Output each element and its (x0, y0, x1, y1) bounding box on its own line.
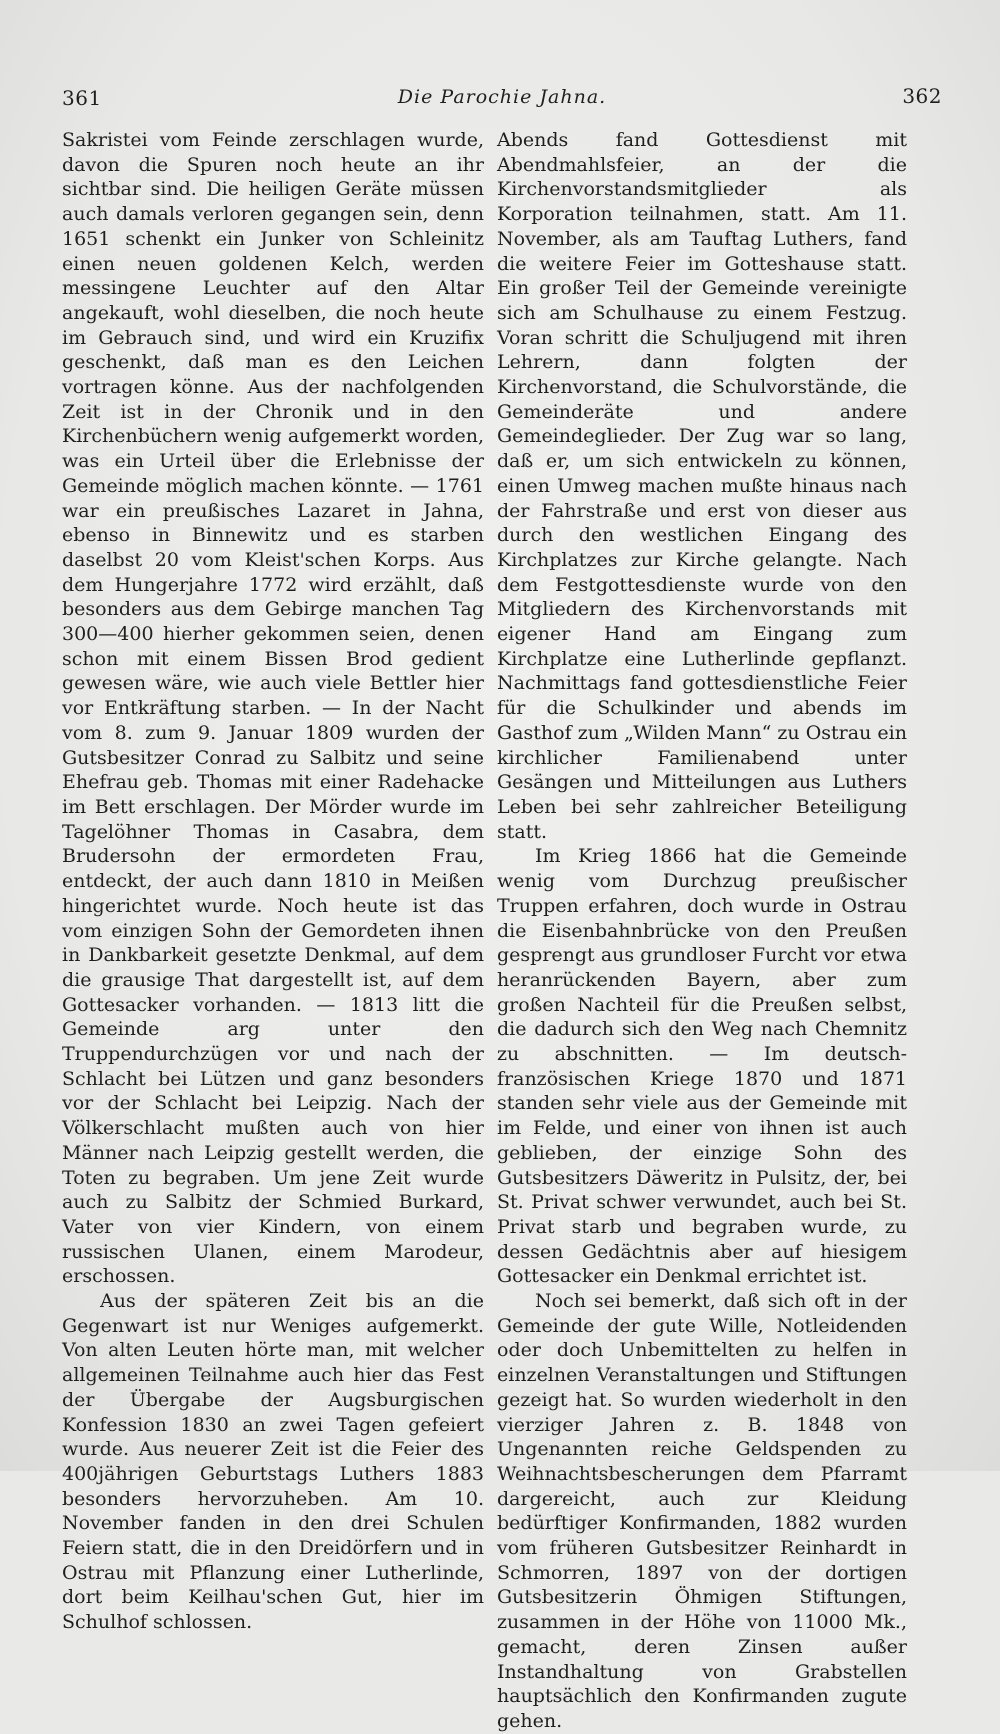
left-column (62, 128, 484, 1635)
left-paragraph-2: Aus der späteren Zeit bis an die Gegenwart ist nur Weniges aufgemerkt. Von alten Leuten hörte man, mit welcher allgemeinen Teilnahme auch hier das Fest der Übergabe der Augsburgischen Konfession 1830 an zwei Tagen gefeiert wurde. Aus neuerer Zeit ist die Feier des 400jährigen Geburtstags Luthers 1883 besonders hervorzuheben. Am 10. November fanden in den drei Schulen Feiern statt, die in den Dreidörfern und in Ostrau mit Pflanzung einer Lutherlinde, dort beim Keilhau'schen Gut, hier im Schulhof schlossen. (62, 1290, 484, 1634)
running-title: Die Parochie Jahna. (397, 86, 607, 108)
right-paragraph-1: Abends fand Gottesdienst mit Abendmahlsfeier, an der die Kirchenvorstandsmitglieder als Korporation teilnahmen, statt. Am 11. November, als am Tauftag Luthers, fand die weitere Feier im Gotteshause statt. Ein großer Teil der Gemeinde vereinigte sich am Schulhause zu einem Festzug. Voran schritt die Schuljugend mit ihren Lehrern, dann folgten der Kirchenvorstand, die Schulvorstände, die Gemeinderäte und andere Gemeindeglieder. Der Zug war so lang, daß er, um sich entwickeln zu können, einen Umweg machen mußte hinaus nach der Fahrstraße und erst von dieser aus durch den westlichen Eingang des Kirchplatzes zur Kirche gelangte. Nach dem Festgottesdienste wurde von den Mitgliedern des Kirchenvorstands mit eigener Hand am Eingang zum Kirchplatze eine Lutherlinde gepflanzt. Nachmittags fand gottesdienstliche Feier für die Schulkinder und abends im Gasthof zum „Wilden Mann“ zu Ostrau ein kirchlicher Familienabend unter Gesängen und Mitteilungen aus Luthers Leben bei sehr zahlreicher Beteiligung statt. (497, 129, 907, 843)
right-paragraph-3: Noch sei bemerkt, daß sich oft in der Gemeinde der gute Wille, Notleidenden oder doch Unbemittelten zu helfen in einzelnen Veranstaltungen und Stiftungen gezeigt hat. So wurden wiederholt in den vierziger Jahren z. B. 1848 von Ungenannten reiche Geldspenden zu Weihnachtsbescherungen dem Pfarramt dargereicht, auch zur Kleidung bedürftiger Konfirmanden, 1882 wurden vom früheren Gutsbesitzer Reinhardt in Schmorren, 1897 von der dortigen Gutsbesitzerin Öhmigen Stiftungen, zusammen in der Höhe von 11000 Mk., gemacht, deren Zinsen außer Instandhaltung von Grabstellen hauptsächlich den Konfirmanden zugute gehen. (497, 1290, 907, 1732)
right-column (497, 128, 907, 1734)
right-paragraph-2: Im Krieg 1866 hat die Gemeinde wenig vom Durchzug preußischer Truppen erfahren, doch wurde in Ostrau die Eisenbahnbrücke von den Preußen gesprengt aus grundloser Furcht vor etwa heranrückenden Bayern, aber zum großen Nachteil für die Preußen selbst, die dadurch sich den Weg nach Chemnitz zu abschnitten. — Im deutsch-französischen Kriege 1870 und 1871 standen sehr viele aus der Gemeinde mit im Felde, und einer von ihnen ist auch geblieben, der einzige Sohn des Gutsbesitzers Däweritz in Pulsitz, der, bei St. Privat schwer verwundet, auch bei St. Privat starb und begraben wurde, zu dessen Gedächtnis aber auf hiesigem Gottesacker ein Denkmal errichtet ist. (497, 845, 907, 1288)
page-number-left: 361 (62, 86, 102, 110)
page-number-right: 362 (902, 84, 942, 108)
left-paragraph-1: Sakristei vom Feinde zerschlagen wurde, davon die Spuren noch heute an ihr sichtbar sind. Die heiligen Geräte müssen auch damals verloren gegangen sein, denn 1651 schenkt ein Junker von Schleinitz einen neuen goldenen Kelch, werden messingene Leuchter auf den Altar angekauft, wohl dieselben, die noch heute im Gebrauch sind, und wird ein Kruzifix geschenkt, daß man es den Leichen vortragen könne. Aus der nachfolgenden Zeit ist in der Chronik und in den Kirchenbüchern wenig aufgemerkt worden, was ein Urteil über die Erlebnisse der Gemeinde möglich machen könnte. — 1761 war ein preußisches Lazaret in Jahna, ebenso in Binnewitz und es starben daselbst 20 vom Kleist'schen Korps. Aus dem Hungerjahre 1772 wird erzählt, daß besonders aus dem Gebirge manchen Tag 300—400 hierher gekommen seien, denen schon mit einem Bissen Brod gedient gewesen wäre, wie auch viele Bettler hier vor Entkräftung starben. — In der Nacht vom 8. zum 9. Januar 1809 wurden der Gutsbesitzer Conrad zu Salbitz und seine Ehefrau geb. Thomas mit einer Radehacke im Bett erschlagen. Der Mörder wurde im Tagelöhner Thomas in Casabra, dem Brudersohn der ermordeten Frau, entdeckt, der auch dann 1810 in Meißen hingerichtet wurde. Noch heute ist das vom einzigen Sohn der Gemordeten ihnen in Dankbarkeit gesetzte Denkmal, auf dem die grausige That dargestellt ist, auf dem Gottesacker vorhanden. — 1813 litt die Gemeinde arg unter den Truppendurchzügen vor und nach der Schlacht bei Lützen und ganz besonders vor der Schlacht bei Leipzig. Nach der Völkerschlacht mußten auch von hier Männer nach Leipzig gestellt werden, die Toten zu begraben. Um jene Zeit wurde auch zu Salbitz der Schmied Burkard, Vater von vier Kindern, von einem russischen Ulanen, einem Marodeur, erschossen. (62, 129, 484, 1288)
page-header (62, 82, 942, 116)
